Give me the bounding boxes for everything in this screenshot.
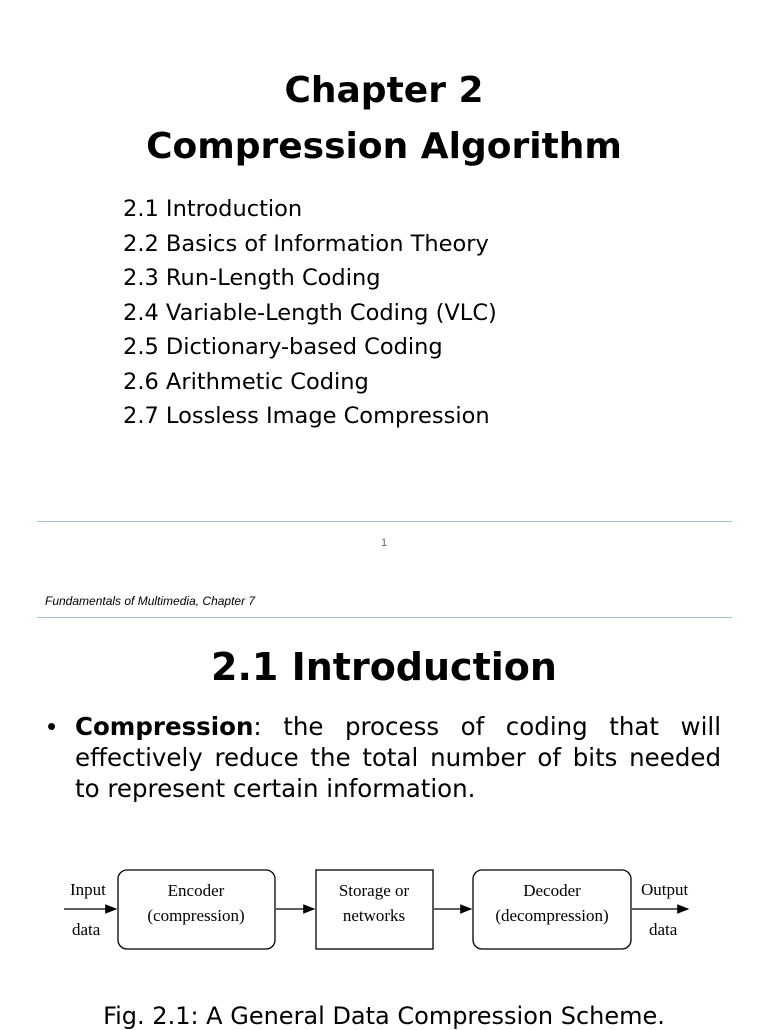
- input-data-label: data: [72, 920, 101, 939]
- chapter-subtitle: Compression Algorithm: [146, 126, 622, 167]
- storage-label: Storage or: [338, 881, 410, 900]
- toc-item: 2.4 Variable-Length Coding (VLC): [123, 299, 497, 326]
- toc-item: 2.1 Introduction: [123, 196, 303, 222]
- bullet-paragraph: [75, 711, 721, 804]
- toc-item: 2.2 Basics of Information Theory: [123, 230, 489, 257]
- figure-caption: Fig. 2.1: A General Data Compression Scheme.: [103, 1002, 665, 1030]
- encoder-sub-label: (compression): [147, 906, 245, 925]
- bullet-definition: : the process of coding that will effectively reduce the total number of bits needed to represent certain information.: [75, 712, 721, 803]
- chapter-title: Chapter 2: [284, 70, 484, 111]
- toc-item: 2.3 Run-Length Coding: [123, 265, 381, 291]
- output-label: Output: [641, 880, 689, 899]
- bullet-dot: •: [47, 711, 57, 741]
- input-label: Input: [70, 880, 106, 899]
- encoder-label: Encoder: [167, 881, 225, 900]
- storage-sub-label: networks: [342, 906, 406, 925]
- slide-divider: [37, 521, 732, 522]
- running-header: Fundamentals of Multimedia, Chapter 7: [45, 594, 256, 608]
- decoder-sub-label: (decompression): [495, 906, 609, 925]
- output-data-label: data: [649, 920, 678, 939]
- compression-scheme-diagram: [60, 862, 700, 962]
- section-title: 2.1 Introduction: [211, 645, 557, 689]
- page-number: 1: [380, 537, 388, 549]
- bullet-term: Compression: [75, 712, 254, 741]
- toc-item: 2.6 Arithmetic Coding: [123, 368, 369, 395]
- toc-item: 2.7 Lossless Image Compression: [123, 403, 490, 429]
- header-divider: [37, 617, 732, 618]
- toc-item: 2.5 Dictionary-based Coding: [123, 334, 443, 360]
- table-of-contents: [123, 192, 497, 434]
- decoder-label: Decoder: [523, 881, 581, 900]
